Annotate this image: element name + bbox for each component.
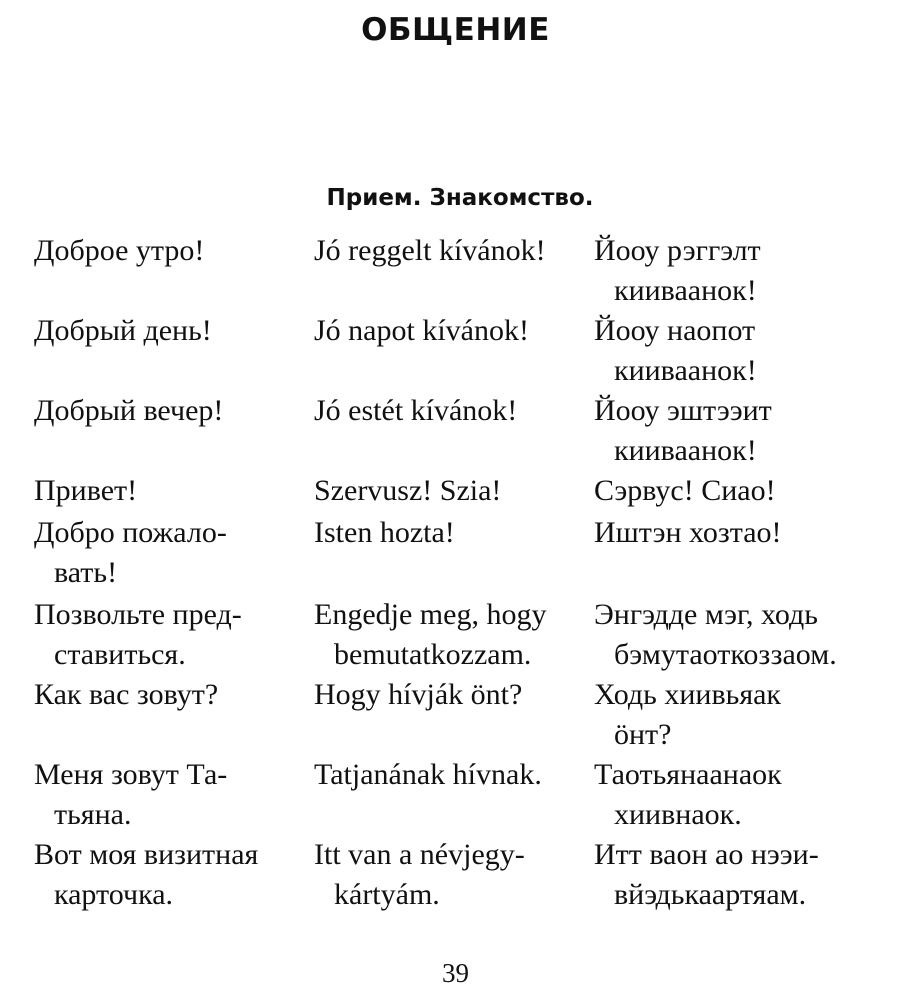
russian-phrase-line: Привет!: [34, 474, 138, 507]
russian-phrase: [34, 835, 258, 915]
phrase-row: [0, 675, 911, 755]
transcription-line: öнт?: [614, 718, 672, 751]
phrase-row: [0, 595, 911, 675]
russian-phrase-line: Добрый день!: [34, 314, 212, 347]
transcription: [594, 675, 781, 755]
hungarian-phrase: [314, 231, 546, 271]
transcription-line: бэмутаоткоззаом.: [614, 638, 837, 671]
russian-phrase: [34, 231, 204, 271]
phrase-row: [0, 391, 911, 471]
hungarian-phrase-line: Hogy hívják önt?: [314, 678, 523, 711]
phrase-row: [0, 231, 911, 311]
phrase-table: [0, 231, 911, 915]
phrase-row: [0, 513, 911, 595]
transcription-line: кииваанок!: [614, 354, 757, 387]
russian-phrase: [34, 513, 227, 593]
transcription-line: Ходь хиивьяак: [594, 678, 782, 711]
transcription-line: Сэрвус! Сиао!: [594, 474, 776, 507]
hungarian-phrase-line: Itt van a névjegy-: [314, 838, 525, 871]
russian-phrase-line: ставиться.: [54, 638, 186, 671]
russian-phrase: [34, 391, 223, 431]
hungarian-phrase: [314, 675, 522, 715]
transcription: [594, 231, 761, 311]
russian-phrase-line: Позвольте пред-: [34, 598, 242, 631]
phrase-row: [0, 835, 911, 915]
transcription-line: Йооу эштээит: [594, 394, 772, 427]
russian-phrase-line: Добрый вечер!: [34, 394, 224, 427]
russian-phrase: [34, 595, 242, 675]
hungarian-phrase: [314, 755, 542, 795]
transcription-line: Йооу наопот: [594, 314, 756, 347]
hungarian-phrase-line: Isten hozta!: [314, 516, 455, 549]
page-number: 39: [442, 958, 469, 988]
phrase-row: [0, 311, 911, 391]
russian-phrase: [34, 755, 227, 835]
hungarian-phrase-line: bemutatkozzam.: [334, 638, 532, 671]
transcription: [594, 835, 819, 915]
hungarian-phrase-line: Tatjanának hívnak.: [314, 758, 542, 791]
russian-phrase-line: Добро пожало-: [34, 516, 227, 549]
russian-phrase-line: карточка.: [54, 878, 174, 911]
transcription-line: Иштэн хозтао!: [594, 516, 782, 549]
russian-phrase: [34, 675, 218, 715]
transcription: [594, 595, 837, 675]
transcription: [594, 311, 757, 391]
hungarian-phrase-line: Jó napot kívánok!: [314, 314, 529, 347]
transcription: [594, 755, 782, 835]
russian-phrase-line: вать!: [54, 556, 118, 589]
hungarian-phrase: [314, 513, 455, 553]
transcription-line: кииваанок!: [614, 434, 757, 467]
russian-phrase-line: Меня зовут Та-: [34, 758, 228, 791]
phrase-row: [0, 471, 911, 513]
hungarian-phrase: [314, 391, 517, 431]
hungarian-phrase-line: Szervusz! Szia!: [314, 474, 502, 507]
transcription-line: Итт ваон ао нээи-: [594, 838, 819, 871]
russian-phrase-line: тьяна.: [54, 798, 132, 831]
transcription-line: Йооу рэггэлт: [594, 234, 761, 267]
hungarian-phrase: [314, 311, 529, 351]
section-title: Прием. Знакомство.: [326, 185, 594, 211]
hungarian-phrase: [314, 595, 546, 675]
transcription-line: кииваанок!: [614, 274, 757, 307]
transcription-line: Энгэдде мэг, ходь: [594, 598, 818, 631]
russian-phrase: [34, 311, 212, 351]
page-title: ОБЩЕНИЕ: [361, 12, 550, 48]
hungarian-phrase-line: Jó estét kívánok!: [314, 394, 518, 427]
hungarian-phrase-line: kártyám.: [334, 878, 440, 911]
transcription: [594, 513, 782, 553]
hungarian-phrase-line: Engedje meg, hogy: [314, 598, 547, 631]
transcription-line: Таотьянаанаок: [594, 758, 782, 791]
russian-phrase-line: Вот моя визитная: [34, 838, 259, 871]
transcription-line: хиивнаок.: [614, 798, 742, 831]
russian-phrase-line: Как вас зовут?: [34, 678, 219, 711]
transcription: [594, 391, 772, 471]
hungarian-phrase: [314, 471, 501, 511]
russian-phrase-line: Доброе утро!: [34, 234, 205, 267]
phrase-row: [0, 755, 911, 835]
hungarian-phrase: [314, 835, 525, 915]
hungarian-phrase-line: Jó reggelt kívánok!: [314, 234, 546, 267]
transcription-line: вйэдькаартяам.: [614, 878, 807, 911]
transcription: [594, 471, 776, 511]
russian-phrase: [34, 471, 137, 511]
